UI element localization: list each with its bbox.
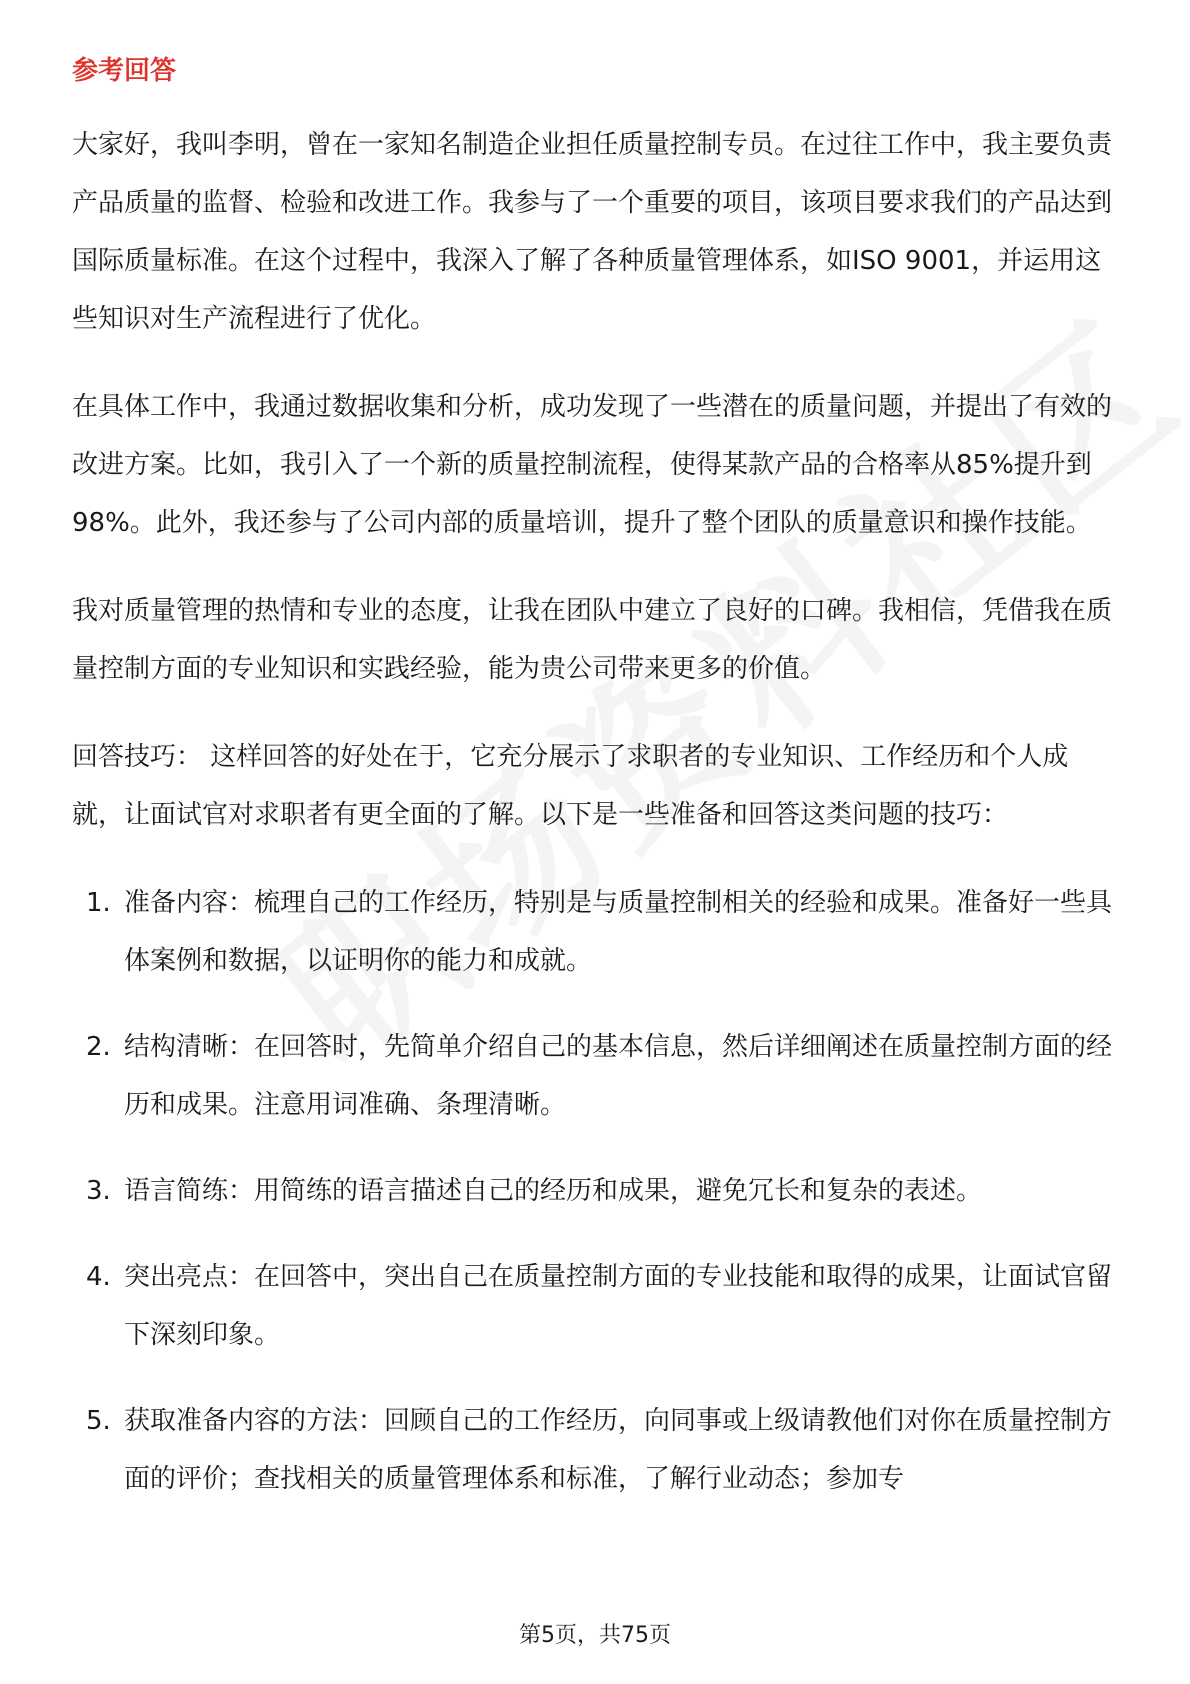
tips-list xyxy=(72,874,1118,1508)
tip-text: 准备内容：梳理自己的工作经历，特别是与质量控制相关的经验和成果。准备好一些具体案例和数据，以证明你的能力和成就。 xyxy=(124,888,1113,976)
tip-item xyxy=(72,1018,1118,1134)
tip-number: 5. xyxy=(86,1406,111,1436)
paragraph-intro: 大家好，我叫李明，曾在一家知名制造企业担任质量控制专员。在过往工作中，我主要负责产品质量的监督、检验和改进工作。我参与了一个重要的项目，该项目要求我们的产品达到国际质量标准。在这个过程中，我深入了解了各种质量管理体系，如ISO 9001，并运用这些知识对生产流程进行了优化。 xyxy=(72,130,1113,334)
tip-item xyxy=(72,1392,1118,1508)
tip-item xyxy=(72,874,1118,990)
tip-text: 获取准备内容的方法：回顾自己的工作经历，向同事或上级请教他们对你在质量控制方面的评价；查找相关的质量管理体系和标准，了解行业动态；参加专 xyxy=(124,1406,1113,1494)
page-footer: 第5页，共75页 xyxy=(519,1623,671,1648)
section-heading: 参考回答 xyxy=(72,56,177,86)
tip-item xyxy=(72,1248,1118,1364)
tip-item xyxy=(72,1162,1118,1220)
tip-text: 语言简练：用简练的语言描述自己的经历和成果，避免冗长和复杂的表述。 xyxy=(124,1176,983,1206)
content-body xyxy=(72,116,1118,1536)
tip-number: 1. xyxy=(86,888,111,918)
tip-text: 突出亮点：在回答中，突出自己在质量控制方面的专业技能和取得的成果，让面试官留下深刻印象。 xyxy=(124,1262,1113,1350)
tip-number: 2. xyxy=(86,1032,111,1062)
paragraph-closing: 我对质量管理的热情和专业的态度，让我在团队中建立了良好的口碑。我相信，凭借我在质量控制方面的专业知识和实践经验，能为贵公司带来更多的价值。 xyxy=(72,596,1113,684)
tip-text: 结构清晰：在回答时，先简单介绍自己的基本信息，然后详细阐述在质量控制方面的经历和成果。注意用词准确、条理清晰。 xyxy=(124,1032,1113,1120)
tip-number: 4. xyxy=(86,1262,111,1292)
paragraph-tips-intro: 回答技巧： 这样回答的好处在于，它充分展示了求职者的专业知识、工作经历和个人成就，让面试官对求职者有更全面的了解。以下是一些准备和回答这类问题的技巧： xyxy=(72,742,1069,830)
paragraph-work-details: 在具体工作中，我通过数据收集和分析，成功发现了一些潜在的质量问题，并提出了有效的改进方案。比如，我引入了一个新的质量控制流程，使得某款产品的合格率从85%提升到98%。此外，我还参与了公司内部的质量培训，提升了整个团队的质量意识和操作技能。 xyxy=(72,392,1113,538)
tip-number: 3. xyxy=(86,1176,111,1206)
